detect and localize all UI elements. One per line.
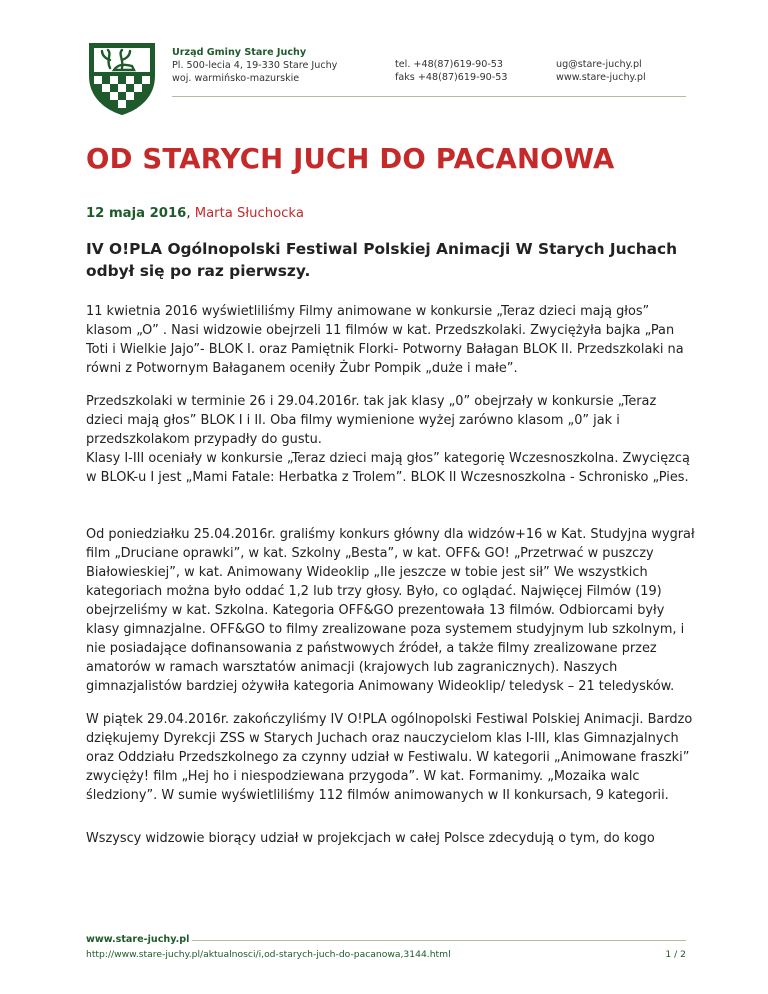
article-lead: IV O!PLA Ogólnopolski Festiwal Polskiej Animacji W Starych Juchach odbył się po raz pierwszy.: [86, 240, 678, 280]
article-body: [86, 302, 696, 848]
header-divider: [172, 96, 686, 97]
header-phones: [395, 58, 507, 84]
fax: faks +48(87)619-90-53: [395, 72, 508, 83]
paragraph-6: Wszyscy widzowie biorący udział w projekcjach w całej Polsce zdecydują o tym, do kogo: [86, 831, 655, 846]
paragraph-3: Klasy I-III oceniały w konkursie „Teraz dzieci mają głos” kategorię Wczesnoszkolna. Zwycięzcą w BLOK-u I jest „Mami Fatale: Herbatka z Trolem”. BLOK II Wczesnoszkolna - Schronisko „Pies.: [86, 451, 690, 485]
paragraph-1: 11 kwietnia 2016 wyświetliliśmy Filmy animowane w konkursie „Teraz dzieci mają głos” klasom „O” . Nasi widzowie obejrzeli 11 filmów w kat. Przedszkolaki. Zwyciężyła bajka „Pan Toti i Wielkie Jajo”- BLOK I. oraz Pamiętnik Florki- Potworny Bałagan BLOK II. Przedszkolaki na równi z Potwornym Bałaganem oceniły Żubr Pompik „duże i małe”.: [86, 304, 684, 376]
footer-site[interactable]: www.stare-juchy.pl: [86, 934, 190, 945]
article-title: OD STARYCH JUCH DO PACANOWA: [86, 143, 615, 175]
address-line-1: Pl. 500-lecia 4, 19-330 Stare Juchy: [172, 60, 338, 71]
page-number: 1 / 2: [665, 949, 686, 960]
article-meta: [86, 206, 304, 221]
email-link[interactable]: ug@stare-juchy.pl: [556, 59, 642, 70]
coat-of-arms-icon: [88, 42, 156, 116]
paragraph-5: W piątek 29.04.2016r. zakończyliśmy IV O!PLA ogólnopolski Festiwal Polskiej Animacji. Bardzo dziękujemy Dyrekcji ZSS w Starych Juchach oraz nauczycielom klas I-III, klas Gimnazjalnych oraz Oddziału Przedszkolnego za czynny udział w Festiwalu. W kategorii „Animowane fraszki” zwycięży! film „Hej ho i niespodziewana przygoda”. W kat. Formanimy. „Mozaika walc śledziony”. W sumie wyświetliliśmy 112 filmów animowanych w II konkursach, 9 kategorii.: [86, 712, 693, 803]
meta-separator: ,: [186, 206, 195, 221]
header-contact: [556, 58, 646, 84]
article-author[interactable]: Marta Słuchocka: [194, 206, 304, 221]
website-link[interactable]: www.stare-juchy.pl: [556, 72, 646, 83]
footer-url[interactable]: http://www.stare-juchy.pl/aktualnosci/i,od-starych-juch-do-pacanowa,3144.html: [86, 949, 451, 960]
paragraph-2: Przedszkolaki w terminie 26 i 29.04.2016r. tak jak klasy „0” obejrzały w konkursie „Teraz dzieci mają głos” BLOK I i II. Oba filmy wymienione wyżej zarówno klasom „0” jak i przedszkolakom przypadły do gustu.: [86, 394, 657, 447]
paragraph-4: Od poniedziałku 25.04.2016r. graliśmy konkurs główny dla widzów+16 w Kat. Studyjna wygrał film „Druciane oprawki”, w kat. Szkolny „Besta”, w kat. OFF& GO! „Przetrwać w puszczy Białowieskiej”, w kat. Animowany Wideoklip „Ile jeszcze w tobie jest sił” We wszystkich kategoriach można było oddać 1,2 lub trzy głosy. Było, co oglądać. Najwięcej Filmów (19) obejrzeliśmy w kat. Szkolna. Kategoria OFF&GO prezentowała 13 filmów. Odbiorcami były klasy gimnazjalne. OFF&GO to filmy zrealizowane poza systemem studyjnym lub szkolnym, i nie posiadające dofinansowania z państwowych źródeł, a także filmy zrealizowane przez amatorów w ramach warsztatów animacji (krajowych lub zagranicznych). Naszych gimnazjalistów bardziej ożywiła kategoria Animowany Wideoklip/ teledysk – 21 teledysków.: [86, 527, 695, 694]
org-name: Urząd Gminy Stare Juchy: [172, 47, 307, 58]
header-address: [172, 46, 337, 85]
footer-divider: [192, 940, 686, 941]
address-line-2: woj. warmińsko-mazurskie: [172, 73, 300, 84]
phone: tel. +48(87)619-90-53: [395, 59, 504, 70]
article-date: 12 maja 2016: [86, 206, 187, 221]
